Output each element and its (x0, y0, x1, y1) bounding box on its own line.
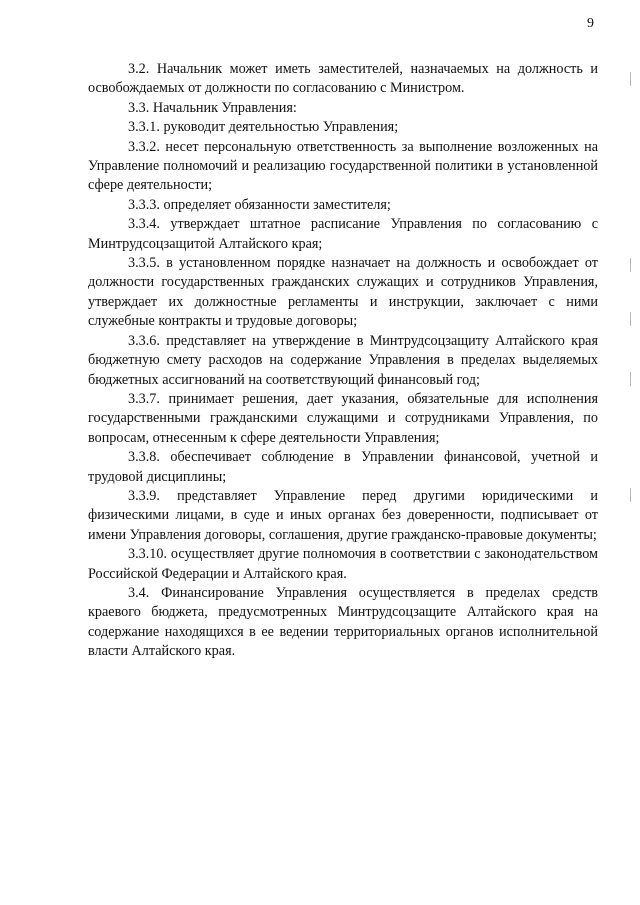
paragraph-3-3-5: 3.3.5. в установленном порядке назначает на должность и освобождает от должности государственных гражданских служащих и сотрудников Управления, утверждает их должностные регламенты и инструкции, заключает с ними служебные контракты и трудовые договоры; (88, 255, 598, 330)
document-body (88, 60, 598, 662)
scan-margin-mark (630, 372, 631, 386)
paragraph-3-3-3: 3.3.3. определяет обязанности заместителя; (128, 196, 391, 213)
scan-margin-mark (630, 72, 631, 86)
paragraph-3-3: 3.3. Начальник Управления: (128, 99, 297, 116)
paragraph-3-3-7: 3.3.7. принимает решения, дает указания, обязательные для исполнения государственными гражданскими служащими и сотрудниками Управления, по вопросам, отнесенным к сфере деятельности Управления; (88, 390, 598, 446)
paragraph-3-3-10: 3.3.10. осуществляет другие полномочия в соответствии с законодательством Российской Федерации и Алтайского края. (88, 546, 598, 582)
paragraph-3-2: 3.2. Начальник может иметь заместителей, назначаемых на должность и освобождаемых от должности по согласованию с Министром. (88, 61, 598, 97)
paragraph-3-3-9: 3.3.9. представляет Управление перед другими юридическими и физическими лицами, в суде и иных органах без доверенности, подписывает от имени Управления договоры, соглашения, другие гражданско-правовые документы; (88, 487, 598, 543)
paragraph-3-3-6: 3.3.6. представляет на утверждение в Минтрудсоцзащиту Алтайского края бюджетную смету расходов на содержание Управления в пределах выделяемых бюджетных ассигнований на соответствующий финансовый год; (88, 332, 598, 388)
paragraph-3-4: 3.4. Финансирование Управления осуществляется в пределах средств краевого бюджета, предусмотренных Минтрудсоцзащите Алтайского края на содержание находящихся в ее ведении территориальных органов исполнительной власти Алтайского края. (88, 584, 598, 660)
paragraph-3-3-1: 3.3.1. руководит деятельностью Управления; (128, 119, 399, 136)
paragraph-3-3-8: 3.3.8. обеспечивает соблюдение в Управлении финансовой, учетной и трудовой дисциплины; (88, 449, 598, 485)
paragraph-3-3-4: 3.3.4. утверждает штатное расписание Управления по согласованию с Минтрудсоцзащитой Алтайского края; (88, 216, 598, 252)
paragraph-3-3-2: 3.3.2. несет персональную ответственность за выполнение возложенных на Управление полномочий и реализацию государственной политики в установленной сфере деятельности; (88, 138, 598, 194)
scan-margin-mark (630, 488, 631, 502)
scan-margin-mark (630, 312, 631, 326)
page-number: 9 (587, 16, 594, 31)
scan-margin-mark (630, 258, 631, 272)
